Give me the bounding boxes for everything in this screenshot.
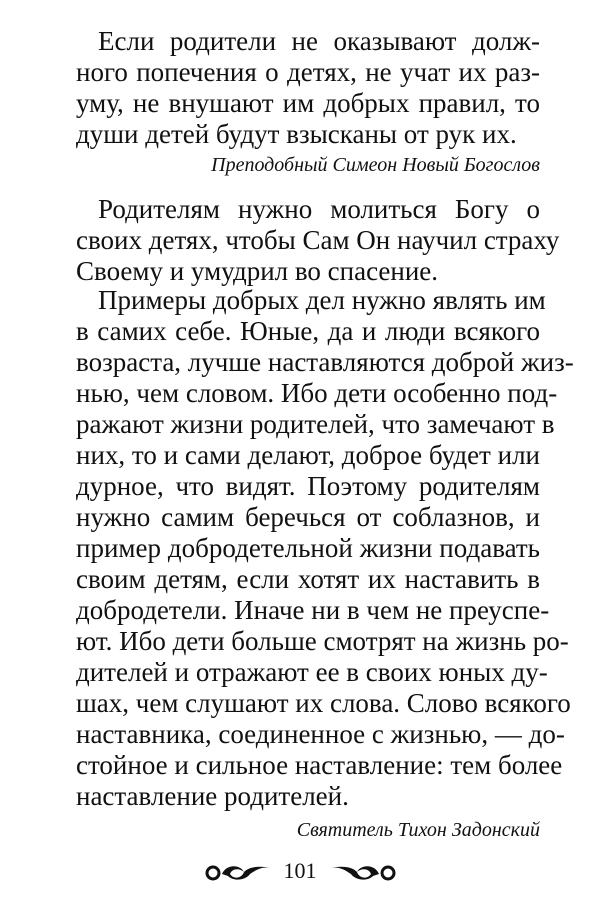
- ornament-right-icon: [327, 860, 397, 882]
- text-line: наставника, соединенное с жизнью, — до-: [76, 719, 565, 749]
- text-line: стойное и сильное наставление: тем более: [76, 750, 563, 780]
- attribution-tikhon: Святитель Тихон Задонский: [296, 819, 540, 841]
- text-line: добродетели. Иначе ни в чем не преуспе-: [76, 595, 550, 625]
- attribution-symeon: Преподобный Симеон Новый Богослов: [211, 154, 540, 176]
- text-line: нужно самим беречься от соблазнов, и: [76, 502, 540, 532]
- text-line: шах, чем слушают их слова. Слово всякого: [76, 688, 571, 718]
- text-line: ного попечения о детях, не учат их раз-: [76, 57, 540, 87]
- text-line: дурное, что видят. Поэтому родителям: [76, 471, 540, 501]
- text-line: уму, не внушают им добрых правил, то: [76, 88, 540, 118]
- paragraph-3: [76, 285, 574, 812]
- paragraph-1: [76, 26, 540, 150]
- text-line: Родителям нужно молиться Богу о: [98, 194, 540, 224]
- ornament-left-icon: [204, 860, 274, 882]
- text-line: Своему и умудрил во спасение.: [76, 256, 439, 286]
- text-line: Примеры добрых дел нужно являть им: [98, 285, 546, 315]
- text-line: нью, чем словом. Ибо дети особенно под-: [76, 378, 558, 408]
- text-line: в самих себе. Юные, да и люди всякого: [76, 316, 540, 346]
- text-line: своим детям, если хотят их наставить в: [76, 564, 540, 594]
- page-number: 101: [283, 858, 317, 883]
- text-line: пример добродетельной жизни подавать: [76, 533, 540, 563]
- text-line: них, то и сами делают, доброе будет или: [76, 440, 540, 470]
- text-line: возраста, лучше наставляются доброй жиз-: [76, 347, 574, 377]
- text-line: души детей будут взысканы от рук их.: [76, 119, 517, 149]
- page-footer: [0, 858, 600, 884]
- text-line: Если родители не оказывают долж-: [98, 26, 540, 56]
- text-line: ют. Ибо дети больше смотрят на жизнь ро-: [76, 626, 569, 656]
- text-line: своих детях, чтобы Сам Он научил страху: [76, 225, 560, 255]
- paragraph-2: [76, 194, 560, 287]
- text-line: наставление родителей.: [76, 781, 349, 811]
- text-line: ражают жизни родителей, что замечают в: [76, 409, 555, 439]
- text-line: дителей и отражают ее в своих юных ду-: [76, 657, 548, 687]
